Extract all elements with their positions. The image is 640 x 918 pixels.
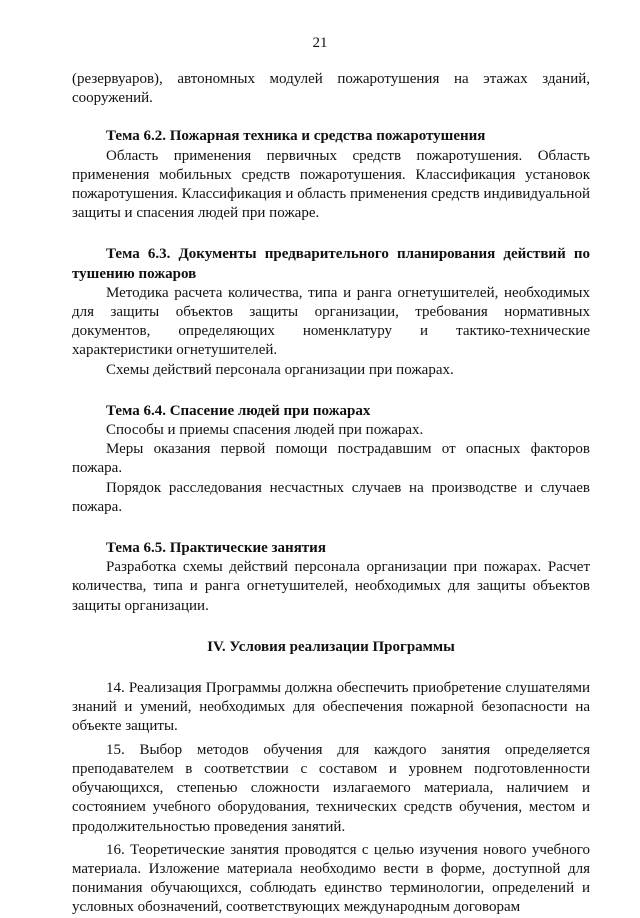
item-15-paragraph: 15. Выбор методов обучения для каждого занятия определяется преподавателем в соответствии с составом и уровнем подготовленности обучающихся, степенью сложности излагаемого материала, наличием и состоянием учебного оборудования, технических средств обучения, местом и продолжительностью проведения занятий. [72, 741, 590, 835]
topic-6-3-text-2: Схемы действий персонала организации при пожарах. [106, 361, 454, 378]
topic-6-2-text: Область применения первичных средств пожаротушения. Область применения мобильных средств пожаротушения. Классификация установок пожаротушения. Классификация и область применения средств индивидуальной защиты и спасения людей при пожаре. [72, 147, 590, 222]
item-14-paragraph: 14. Реализация Программы должна обеспечить приобретение слушателями знаний и умений, необходимых для обеспечения пожарной безопасности на объекте защиты. [72, 680, 590, 735]
page-number: 21 [312, 35, 328, 51]
topic-6-3-title: Тема 6.3. Документы предварительного планирования действий по тушению пожаров [72, 246, 590, 282]
topic-6-4-title: Тема 6.4. Спасение людей при пожарах [106, 402, 371, 419]
topic-6-4-text-1: Способы и приемы спасения людей при пожарах. [106, 422, 424, 439]
section-iv-title: IV. Условия реализации Программы [207, 638, 455, 655]
intro-paragraph: (резервуаров), автономных модулей пожаротушения на этажах зданий, сооружений. [72, 71, 590, 107]
topic-6-4-text-3: Порядок расследования несчастных случаев на производстве и случаев пожара. [72, 479, 590, 515]
topic-6-3-text-1: Методика расчета количества, типа и ранга огнетушителей, необходимых для защиты объектов защиты организации, требования нормативных документов, определяющих номенклатуру и тактико-технические характеристики огнетушителей. [72, 284, 590, 359]
topic-6-5-title: Тема 6.5. Практические занятия [106, 540, 326, 557]
item-16-paragraph: 16. Теоретические занятия проводятся с целью изучения нового учебного материала. Изложение материала необходимо вести в форме, доступной для понимания обучающихся, соблюдать единство терминологии, определений и условных обозначений, соответствующих международным договорам [72, 841, 590, 916]
topic-6-4-text-2: Меры оказания первой помощи пострадавшим от опасных факторов пожара. [72, 441, 590, 477]
topic-6-5-text: Разработка схемы действий персонала организации при пожарах. Расчет количества, типа и ранга огнетушителей, необходимых для защиты объектов защиты организации. [72, 559, 590, 614]
page-content [72, 70, 590, 918]
topic-6-2-title: Тема 6.2. Пожарная техника и средства пожаротушения [106, 128, 486, 145]
